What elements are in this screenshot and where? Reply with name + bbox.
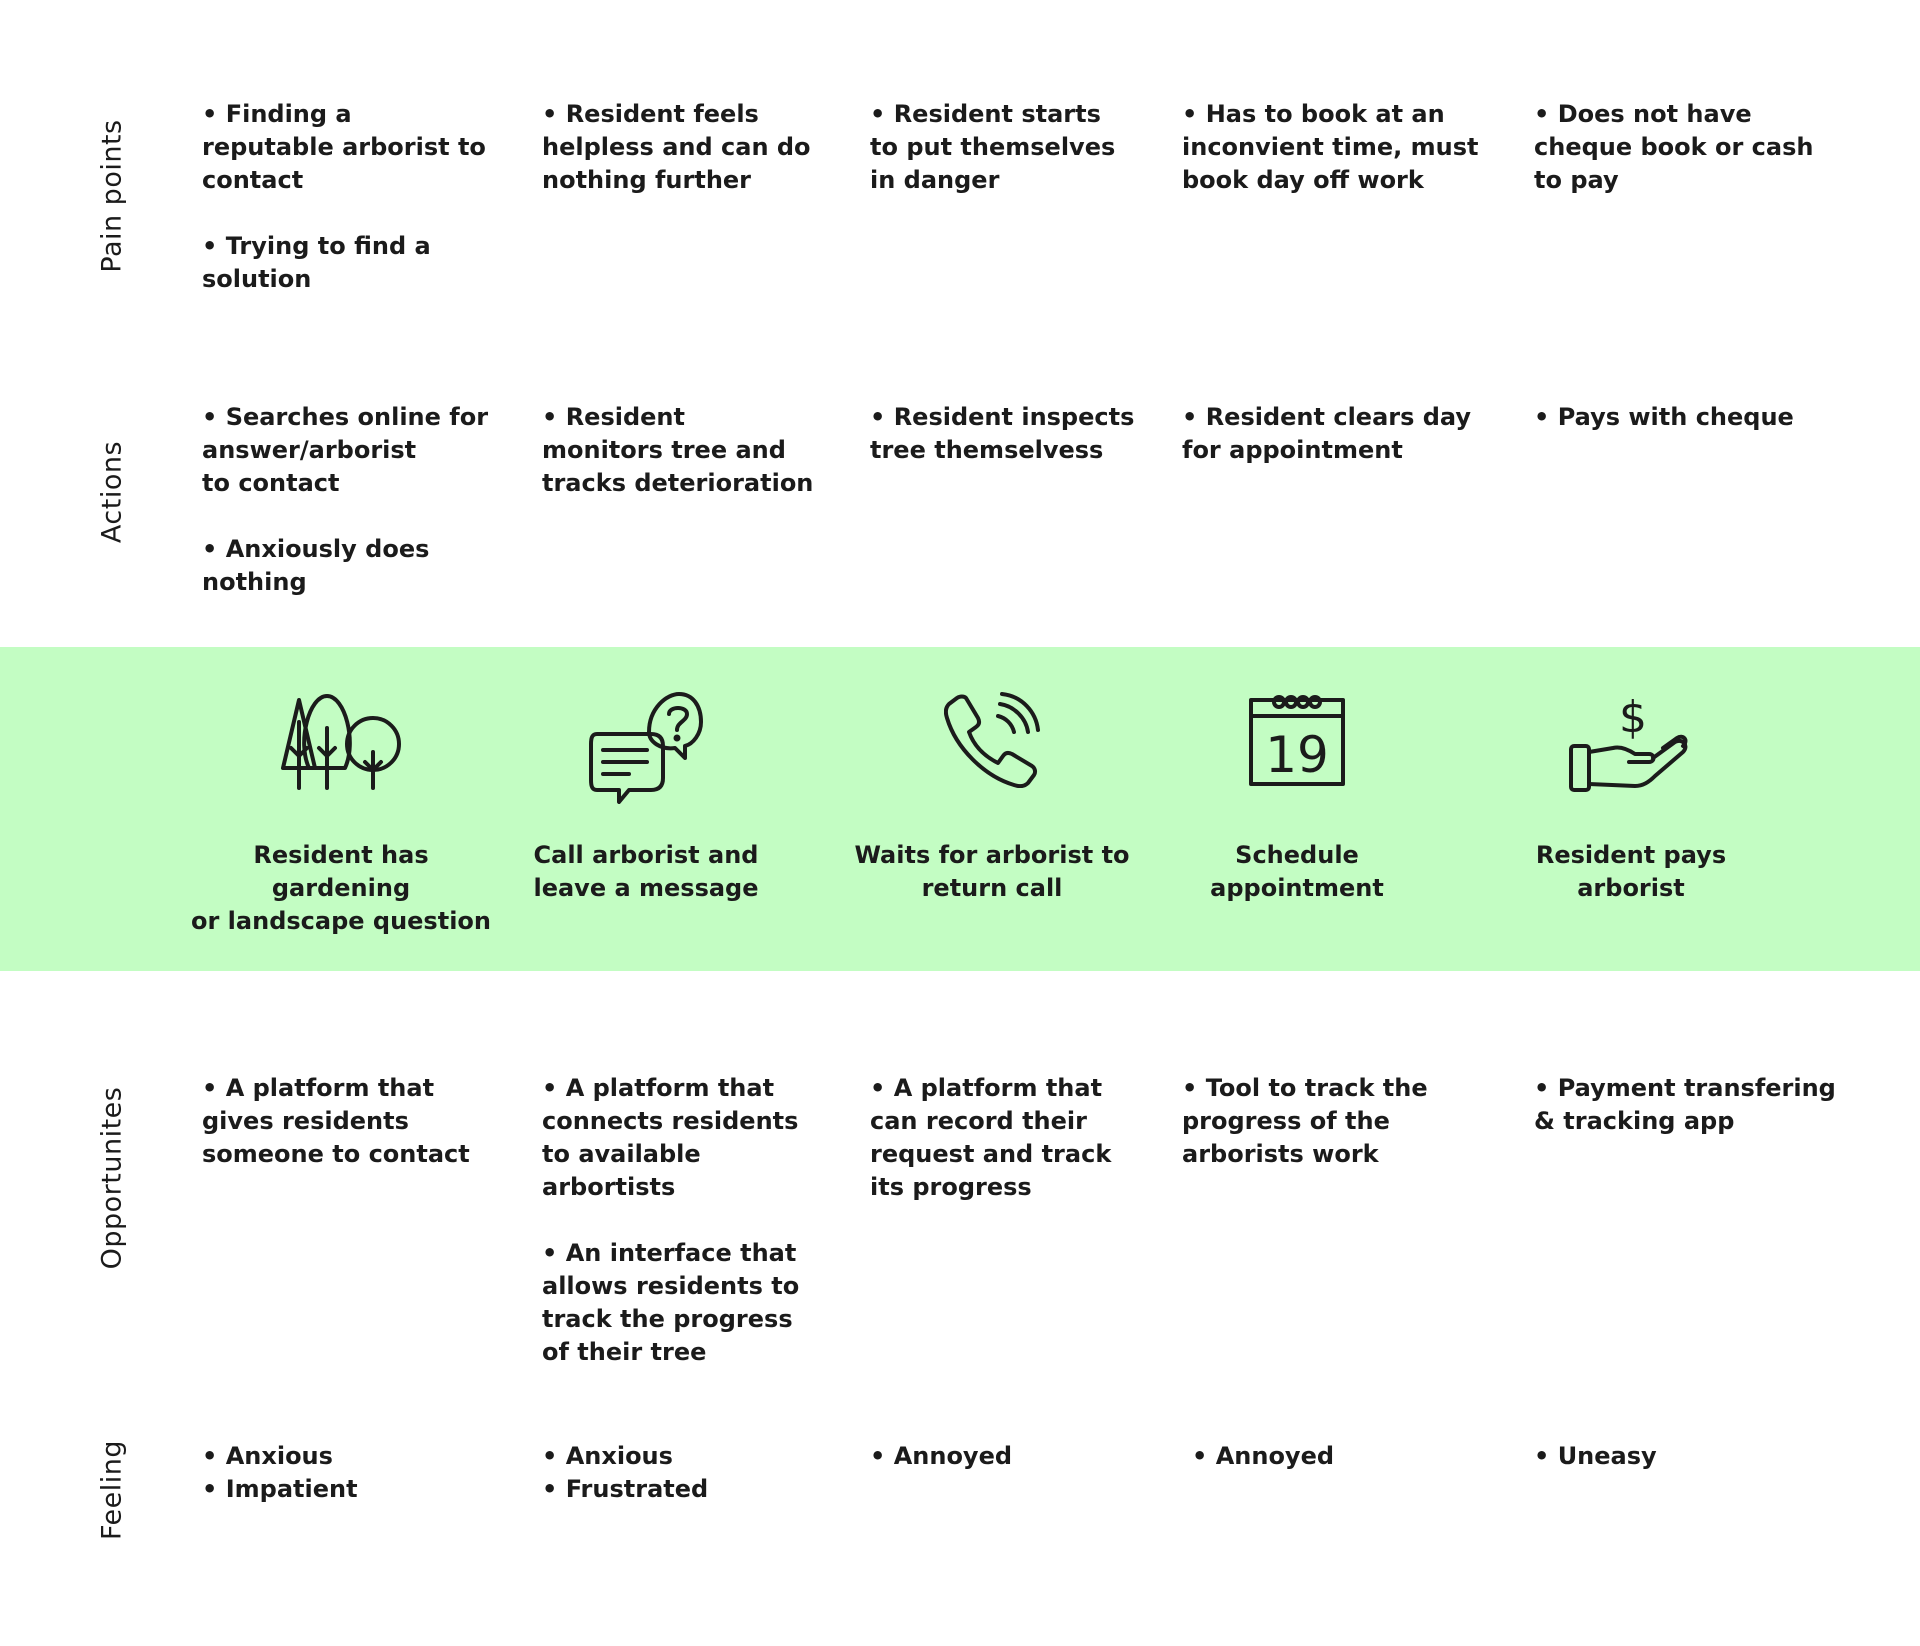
feeling-cell: • Anxious • Impatient bbox=[202, 1442, 358, 1503]
row-label-actions: Actions bbox=[96, 440, 128, 544]
action-cell: • Resident inspects tree themselvess bbox=[870, 403, 1135, 464]
opportunity-cell: • A platform that can record their request and track its progress bbox=[870, 1074, 1112, 1201]
action-cell: • Resident monitors tree and tracks deterioration bbox=[542, 403, 814, 497]
pain-point-cell: • Does not have cheque book or cash to pay bbox=[1534, 100, 1814, 194]
stage-label: Waits for arborist to return call bbox=[854, 841, 1130, 902]
dollar-sign: $ bbox=[1619, 692, 1647, 743]
phone-ringing-icon bbox=[944, 692, 1040, 788]
stage-label: Call arborist and leave a message bbox=[533, 841, 759, 902]
stage-label: Schedule appointment bbox=[1210, 841, 1384, 902]
stage-resident-pays bbox=[1481, 647, 1781, 971]
action-cell: • Searches online for answer/arborist to contact • Anxiously does nothing bbox=[202, 403, 489, 596]
hand-dollar-icon bbox=[1569, 692, 1693, 794]
pain-point-cell: • Resident feels helpless and can do nothing further bbox=[542, 100, 811, 194]
stage-wait-for-call bbox=[842, 647, 1142, 971]
stage-label: Resident pays arborist bbox=[1535, 841, 1727, 902]
chat-question-icon bbox=[589, 692, 703, 804]
stage-schedule-appointment bbox=[1147, 647, 1447, 971]
journey-stages-band bbox=[0, 647, 1920, 971]
row-label-pain-points: Pain points bbox=[96, 119, 128, 273]
pain-point-cell: • Finding a reputable arborist to contact • Trying to find a solution bbox=[202, 100, 486, 293]
stage-call-arborist bbox=[496, 647, 796, 971]
calendar-day: 19 bbox=[1265, 726, 1329, 784]
action-cell: • Pays with cheque bbox=[1534, 403, 1794, 431]
feeling-cell: • Annoyed bbox=[1192, 1442, 1335, 1470]
feeling-cell: • Uneasy bbox=[1534, 1442, 1657, 1470]
row-label-feeling: Feeling bbox=[96, 1439, 128, 1541]
feeling-cell: • Anxious • Frustrated bbox=[542, 1442, 709, 1503]
opportunity-cell: • Tool to track the progress of the arborists work bbox=[1182, 1074, 1428, 1168]
feeling-cell: • Annoyed bbox=[870, 1442, 1013, 1470]
opportunity-cell: • A platform that connects residents to available arbortists • An interface that allows residents to track the progress of their tree bbox=[542, 1074, 800, 1366]
calendar-icon bbox=[1247, 692, 1347, 788]
stage-label: Resident has gardening or landscape question bbox=[191, 841, 491, 935]
opportunity-cell: • A platform that gives residents someone to contact bbox=[202, 1074, 470, 1168]
trees-icon bbox=[279, 692, 403, 792]
pain-point-cell: • Has to book at an inconvient time, must book day off work bbox=[1182, 100, 1479, 194]
opportunity-cell: • Payment transfering & tracking app bbox=[1534, 1074, 1836, 1135]
row-label-opportunities: Opportunites bbox=[96, 1086, 128, 1270]
stage-gardening-question bbox=[191, 647, 491, 971]
pain-point-cell: • Resident starts to put themselves in danger bbox=[870, 100, 1116, 194]
action-cell: • Resident clears day for appointment bbox=[1182, 403, 1472, 464]
